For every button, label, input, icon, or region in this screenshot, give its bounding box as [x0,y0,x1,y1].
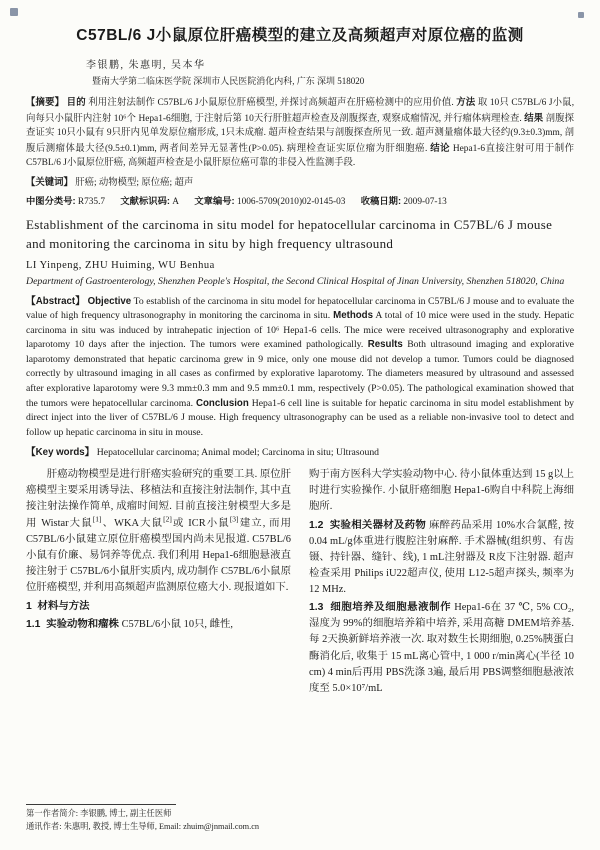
article-id-value: 1006-5709(2010)02-0145-03 [236,196,346,207]
clc-label: 中图分类号: [26,195,76,206]
section-1-2-text: 麻醉药品采用 10%水合氯醛, 按 0.04 mL/g体重进行腹腔注射麻醉. 手术器械(组织剪、有齿镊、持针器、缝针、线), 1 mL注射器及 R皮下注射器. 超声检查采用 Philips iU22超声仪, 使用 L12-5超声探头, 频率为 12 MHz. [309,519,574,596]
intro-text-c: 或 ICR小鼠 [171,517,230,529]
keywords-tag-cn: 【关键词】 [26,175,73,187]
abstract-tag: 【摘要】 [26,95,65,107]
section-1-2-label: 1.2 实验相关器材及药物 [309,519,427,531]
methods-text-en: A total of 10 mice were used in the study. Hepatic carcinoma in situ was induced by intrahepatic injection of 10⁶ Hepa1-6 cells. The mice were received ultrasonography and explorative laparotomy 10 days after the injection. The tumors were examined pathologically. [26,310,575,351]
section-1-3-text: Hepa1-6在 37 ℃, 5% CO₂, 湿度为 99%的细胞培养箱中培养, 采用高糖 DMEM培养基. 每 2天换新鲜培养液一次. 取对数生长期细胞, 0.25%胰蛋白酶消化后, 收集于 15 mL离心管中, 1 000 r/min离心(半径 10 cm) 4 min后再用 PBS洗涤 3遍, 最后用 PBS调整细胞悬液浓度至 5.0×10⁷/mL [309,602,575,694]
section-1-1-text: C57BL/6小鼠 10只, 雌性, [121,619,233,631]
received-label: 收稿日期: [360,195,402,206]
article-id-label: 文章编号: [194,195,235,206]
objective-text-en: To establish of the carcinoma in situ model for hepatocellular carcinoma in C57BL/6 J mouse and to evaluate the value of high frequency ultrasonography in monitoring the carcinoma in situ. [26,295,575,322]
intro-text-d: 建立, 而用 C57BL/6小鼠建立原位肝癌模型国内尚未见报道. C57BL/6小鼠有价廉、易饲养等优点. 我们利用 Hepa1-6细胞悬液直接注射于 C57BL/6小鼠肝实质内, 成功制作 C57BL/6小鼠原位肝癌模型, 并利用高频超声监测原位癌大小. 现报道如下. [26,517,291,594]
objective-label-cn: 目的 [66,95,86,107]
affiliation-en: Department of Gastroenterology, Shenzhen People's Hospital, the Second Clinical Hospital of Jinan University, Shenzhen 518020, China [26,275,565,287]
keywords-tag-en: 【Key words】 [26,447,95,459]
section-1-heading: 1 材料与方法 [26,601,90,613]
footnote-rule [26,804,176,805]
paper-title: C57BL/6 J小鼠原位肝癌模型的建立及高频超声对原位癌的监测 [76,27,524,44]
affiliation-cn: 暨南大学第二临床医学院 深圳市人民医院消化内科, 广东 深圳 518020 [92,75,365,86]
results-label-en: Results [367,339,403,351]
methods-label-cn: 方法 [456,95,476,107]
conclusion-text-cn: Hepa1-6直接注射可用于制作 C57BL/6 J小鼠原位肝癌, 高频超声检查是小鼠肝原位癌可靠的非侵入性监测手段. [26,143,574,169]
objective-label-en: Objective [87,295,132,307]
objective-text-cn: 利用注射法制作 C57BL/6 J小鼠原位肝癌模型, 并探讨高频超声在肝癌检测中的应用价值. [88,97,454,108]
left-column [26,467,291,836]
right-column [309,467,574,836]
doc-code-group [120,197,179,207]
clc-group [26,197,105,207]
methods-label-en: Methods [333,310,373,322]
received-value: 2009-07-13 [403,196,447,207]
scan-artifact [10,8,18,16]
section-1-3-label: 1.3 细胞培养及细胞悬液制作 [309,602,452,614]
intro-text-a: 肝癌动物模型是进行肝癌实验研究的重要工具. 原位肝癌模型主要采用诱导法、移植法和直接注射法制作, 其中直接注射法操作简单, 成瘤时间短. 目前直接注射模型大多是用 Wistar大鼠 [26,469,291,529]
intro-paragraph [26,467,291,596]
section-1-1-continued: 购于南方医科大学实验动物中心. 待小鼠体重达到 15 g以上时进行实验操作. 小鼠肝癌细胞 Hepa1-6购自中科院上海细胞所. [309,469,574,513]
conclusion-label-en: Conclusion [196,397,249,409]
results-text-cn: 剖腹探查证实 10只小鼠有 9只肝内见单发原位瘤形成, 1只未成瘤. 超声检查结果与剖腹探查所见一致. 超声测量瘤体最大径约(9.3±0.3)mm, 剖腹后测瘤体最大径(9.5±0.1)mm, 两者间差异无显著性(P>0.05). 病理检查证实原位瘤为肝细胞癌. [26,113,574,154]
keywords-text-cn: 肝癌; 动物模型; 原位癌; 超声 [75,177,194,188]
doc-code-label: 文献标识码: [120,195,170,206]
section-1-1 [26,617,291,633]
results-text-en: Both ultrasound imaging and explorative laparotomy demonstrated that hepatic carcinoma grew in 9 mice, only one mouse did not develop a tumor. Tumors could be diagnosed correctly by ultrasound imaging in all cases as confirmed by explorative laparotomy. The diameters measured by ultrasound and assessed after explorative laparotomy were 9.3 mm±0.3 mm and 9.5 mm±0.1 mm, respectively (P>0.05). The pathological examination showed that the tumors were hepatocellular carcinoma. [26,339,574,409]
scan-artifact [578,12,584,18]
clc-value: R735.7 [77,196,106,207]
reference-3: [3] [229,514,239,524]
abstract-en [26,295,574,440]
meta-line [26,193,574,207]
paper-title-en: Establishment of the carcinoma in situ model for hepatocellular carcinoma in C57BL/6 J mouse and monitoring the carcinoma in situ by high frequency ultrasound [26,216,553,251]
conclusion-label-cn: 结论 [430,141,450,153]
footnote-first-author: 第一作者简介: 李银鹏, 博士, 副主任医师 [26,809,172,819]
reference-1: [1] [92,514,102,524]
footnote [26,804,291,836]
intro-text-b: 、WKA大鼠 [101,517,164,529]
received-group [361,197,447,207]
keywords-cn [26,174,574,188]
authors-en: LI Yinpeng, ZHU Huiming, WU Benhua [26,259,215,271]
abstract-cn [26,95,574,171]
conclusion-text-en: Hepa1-6 cell line is suitable for hepatic carcinoma in situ model establishment by direct inject into the liver of C57BL/6 J mouse. High frequency ultrasonography can be used as a reliable non-invasive tool to detect and follow up hepatic carcinoma in situ in mouse. [26,397,575,438]
section-1-2 [309,518,574,599]
footnote-corresponding-author: 通讯作者: 朱惠明, 教授, 博士生导师, Email: zhuim@jnmail.com.cn [26,822,260,832]
results-label-cn: 结果 [524,111,544,123]
article-id-group [194,197,345,207]
keywords-text-en: Hepatocellular carcinoma; Animal model; Carcinoma in situ; Ultrasound [96,447,380,459]
doc-code-value: A [172,196,180,207]
reference-2: [2] [163,514,172,524]
body-columns [26,467,574,836]
methods-text-cn: 取 10只 C57BL/6 J小鼠, 向每只小鼠肝内注射 10⁶个 Hepa1-6细胞, 于注射后第 10天行肝脏超声检查及剖腹探查, 观察成瘤情况, 并行瘤体病理检查. [26,97,575,124]
section-1-1-label: 1.1 实验动物和瘤株 [26,619,119,631]
section-1-3 [309,600,574,697]
abstract-tag-en: 【Abstract】 [26,295,86,307]
authors-cn: 李银鹏, 朱惠明, 吴本华 [86,59,206,71]
keywords-en [26,444,574,458]
